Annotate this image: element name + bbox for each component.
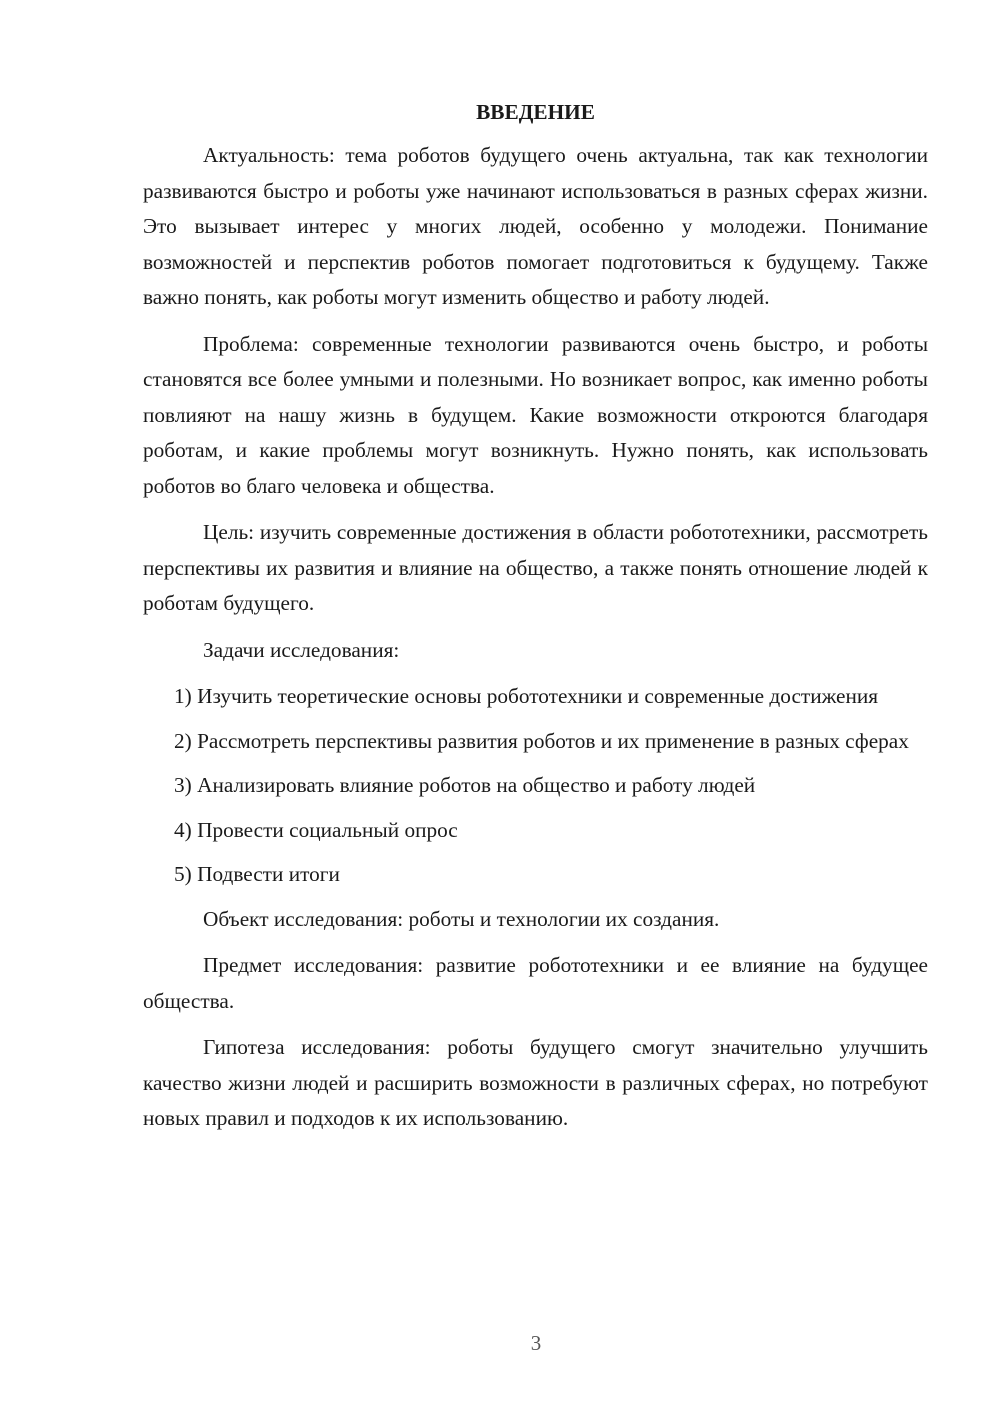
task-item-5: 5) Подвести итоги	[174, 862, 340, 886]
paragraph-goal: Цель: изучить современные достижения в области робототехники, рассмотреть перспективы их развития и влияние на общество, а также понять отношение людей к роботам будущего.	[143, 520, 928, 615]
paragraph-problem: Проблема: современные технологии развиваются очень быстро, и роботы становятся все более умными и полезными. Но возникает вопрос, как именно роботы повлияют на нашу жизнь в будущем. Какие возможности откроются благодаря роботам, и какие проблемы могут возникнуть. Нужно понять, как использовать роботов во благо человека и общества.	[143, 331, 928, 498]
paragraph-object: Объект исследования: роботы и технологии их создания.	[203, 906, 720, 931]
paragraph-subject: Предмет исследования: развитие робототехники и ее влияние на будущее общества.	[143, 953, 928, 1013]
page-content	[143, 96, 928, 1148]
paragraph-relevance: Актуальность: тема роботов будущего очень актуальна, так как технологии развиваются быстро и роботы уже начинают использоваться в разных сферах жизни. Это вызывает интерес у многих людей, особенно у молодежи. Понимание возможностей и перспектив роботов помогает подготовиться к будущему. Также важно понять, как роботы могут изменить общество и работу людей.	[143, 143, 928, 309]
page-number: 3	[530, 1331, 542, 1355]
paragraph-tasks-heading: Задачи исследования:	[203, 637, 400, 662]
task-item-4: 4) Провести социальный опрос	[174, 817, 458, 842]
section-title: ВВЕДЕНИЕ	[476, 100, 595, 124]
task-item-1: 1) Изучить теоретические основы робототехники и современные достижения	[174, 684, 879, 708]
task-item-2: 2) Рассмотреть перспективы развития роботов и их применение в разных сферах	[174, 728, 909, 753]
paragraph-hypothesis: Гипотеза исследования: роботы будущего смогут значительно улучшить качество жизни людей и расширить возможности в различных сферах, но потребуют новых правил и подходов к их использованию.	[143, 1035, 928, 1130]
task-item-3: 3) Анализировать влияние роботов на общество и работу людей	[174, 773, 756, 797]
